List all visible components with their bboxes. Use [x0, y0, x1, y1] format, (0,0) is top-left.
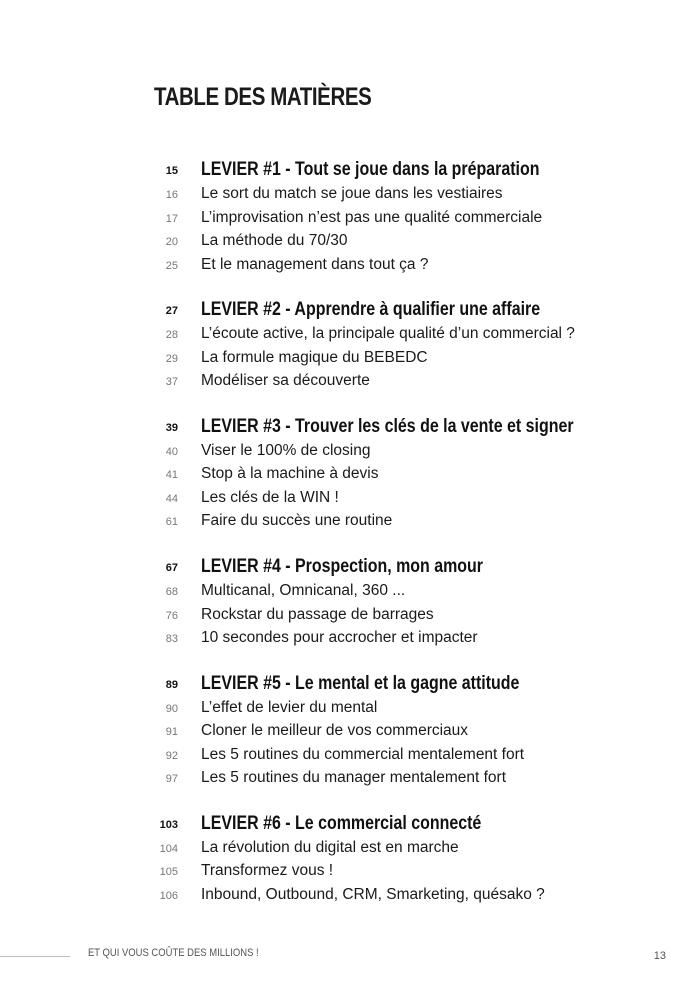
toc-chapter-1[interactable] — [0, 158, 700, 182]
entry-page-number: 106 — [159, 890, 178, 902]
chapter-title: LEVIER #2 - Apprendre à qualifier une affaire — [201, 299, 541, 320]
chapter-page-number: 39 — [165, 422, 178, 434]
entry-title: Cloner le meilleur de vos commerciaux — [201, 722, 469, 739]
entry-title: Les 5 routines du manager mentalement fort — [201, 769, 507, 786]
entry-page-number: 92 — [165, 750, 178, 762]
entry-title: Et le management dans tout ça ? — [201, 256, 429, 273]
toc-entry[interactable] — [0, 206, 700, 230]
entry-title: Stop à la machine à devis — [201, 465, 379, 482]
entry-page-number: 28 — [165, 329, 178, 341]
chapter-title: LEVIER #6 - Le commercial connecté — [201, 813, 482, 834]
toc-entry[interactable] — [0, 743, 700, 767]
chapter-title: LEVIER #4 - Prospection, mon amour — [201, 556, 484, 577]
footer-divider — [0, 956, 70, 957]
toc-entry[interactable] — [0, 766, 700, 790]
toc-entry[interactable] — [0, 719, 700, 743]
toc-entry[interactable] — [0, 509, 700, 533]
entry-title: Viser le 100% de closing — [201, 442, 371, 459]
entry-page-number: 16 — [165, 189, 178, 201]
chapter-page-number: 89 — [165, 679, 178, 691]
entry-title: 10 secondes pour accrocher et impacter — [201, 629, 478, 646]
toc-chapter-6[interactable] — [0, 812, 700, 836]
entry-page-number: 40 — [165, 446, 178, 458]
entry-page-number: 105 — [159, 866, 178, 878]
toc-chapter-3[interactable] — [0, 415, 700, 439]
entry-page-number: 25 — [165, 260, 178, 272]
toc-entry[interactable] — [0, 626, 700, 650]
chapter-title: LEVIER #5 - Le mental et la gagne attitude — [201, 673, 520, 694]
toc-entry[interactable] — [0, 462, 700, 486]
chapter-page-number: 67 — [165, 562, 178, 574]
toc-chapter-5[interactable] — [0, 672, 700, 696]
entry-title: Faire du succès une routine — [201, 512, 393, 529]
toc-entry[interactable] — [0, 859, 700, 883]
entry-title: Modéliser sa découverte — [201, 372, 370, 389]
toc-entry[interactable] — [0, 369, 700, 393]
toc-entry[interactable] — [0, 696, 700, 720]
entry-title: Multicanal, Omnicanal, 360 ... — [201, 582, 406, 599]
entry-title: Le sort du match se joue dans les vestiaires — [201, 185, 503, 202]
toc-entry[interactable] — [0, 883, 700, 907]
entry-page-number: 17 — [165, 213, 178, 225]
entry-title: La révolution du digital est en marche — [201, 839, 459, 856]
entry-page-number: 29 — [165, 353, 178, 365]
toc-entry[interactable] — [0, 486, 700, 510]
entry-page-number: 104 — [159, 843, 178, 855]
entry-title: Rockstar du passage de barrages — [201, 606, 434, 623]
entry-page-number: 97 — [165, 773, 178, 785]
chapter-page-number: 15 — [165, 165, 178, 177]
entry-page-number: 61 — [165, 516, 178, 528]
toc-chapter-2[interactable] — [0, 298, 700, 322]
toc-entry[interactable] — [0, 346, 700, 370]
entry-page-number: 83 — [165, 633, 178, 645]
toc-entry[interactable] — [0, 322, 700, 346]
entry-title: Les clés de la WIN ! — [201, 489, 339, 506]
toc-entry[interactable] — [0, 229, 700, 253]
entry-title: L’écoute active, la principale qualité d’un commercial ? — [201, 325, 575, 342]
chapter-page-number: 27 — [165, 305, 178, 317]
toc-entry[interactable] — [0, 439, 700, 463]
page-title: TABLE DES MATIÈRES — [154, 83, 372, 111]
entry-page-number: 68 — [165, 586, 178, 598]
toc-entry[interactable] — [0, 253, 700, 277]
chapter-title: LEVIER #1 - Tout se joue dans la préparation — [201, 159, 540, 180]
toc-entry[interactable] — [0, 579, 700, 603]
page-number: 13 — [653, 950, 666, 962]
entry-page-number: 90 — [165, 703, 178, 715]
toc-entry[interactable] — [0, 836, 700, 860]
chapter-page-number: 103 — [159, 819, 178, 831]
entry-title: Les 5 routines du commercial mentalement fort — [201, 746, 525, 763]
entry-page-number: 44 — [165, 493, 178, 505]
entry-title: L’effet de levier du mental — [201, 699, 378, 716]
toc-entry[interactable] — [0, 182, 700, 206]
entry-page-number: 91 — [165, 726, 178, 738]
entry-title: Transformez vous ! — [201, 862, 334, 879]
entry-page-number: 37 — [165, 376, 178, 388]
entry-title: Inbound, Outbound, CRM, Smarketing, quésako ? — [201, 886, 545, 903]
entry-page-number: 41 — [165, 469, 178, 481]
entry-title: La méthode du 70/30 — [201, 232, 348, 249]
toc-entry[interactable] — [0, 603, 700, 627]
entry-page-number: 20 — [165, 236, 178, 248]
toc-chapter-4[interactable] — [0, 555, 700, 579]
entry-title: L’improvisation n’est pas une qualité commerciale — [201, 209, 543, 226]
chapter-title: LEVIER #3 - Trouver les clés de la vente et signer — [201, 416, 574, 437]
running-footer-title: ET QUI VOUS COÛTE DES MILLIONS ! — [88, 947, 259, 959]
entry-title: La formule magique du BEBEDC — [201, 349, 428, 366]
entry-page-number: 76 — [165, 610, 178, 622]
